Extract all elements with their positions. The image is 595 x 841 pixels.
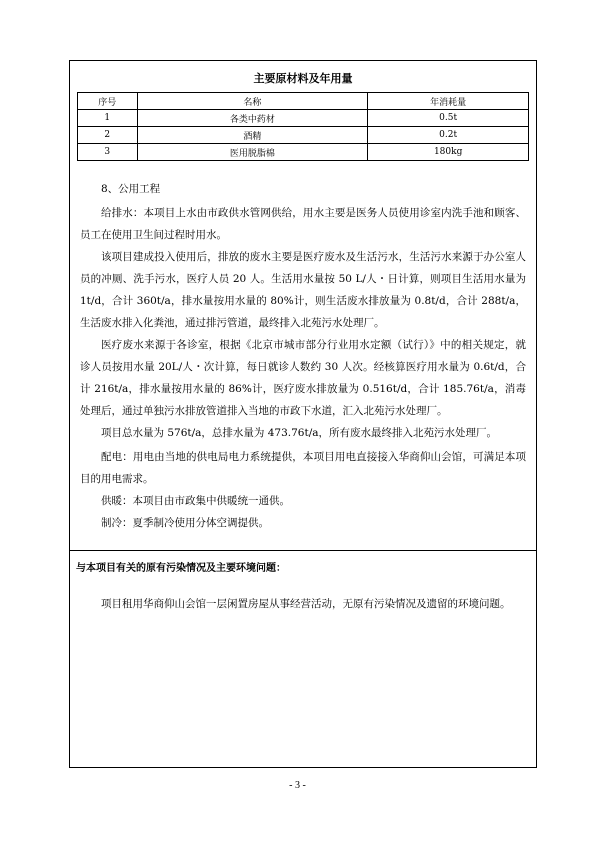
domestic-wastewater-paragraph: 该项目建成投入使用后，排放的废水主要是医疗废水及生活污水，生活污水来源于办公室人员的冲厕、洗手污水，医疗人员 20 人。生活用水量按 50 L/人・日计算，则项目生活用水量为 1t/d，合计 360t/a，排水量按用水量的 80%计，则生活废水排放量为 0.8t/d，合计 288t/a，生活废水排入化粪池，通过排污管道，最终排入北苑污水处理厂。 [80, 251, 526, 329]
table-row [78, 127, 529, 144]
document-frame [69, 60, 537, 768]
power-paragraph: 配电：用电由当地的供电局电力系统提供，本项目用电直接接入华商仰山会馆，可满足本项目的用电需求。 [80, 451, 526, 485]
table-title: 主要原材料及年用量 [253, 72, 353, 85]
materials-table [77, 92, 529, 161]
table-cell: 3 [78, 144, 138, 161]
medical-wastewater-paragraph: 医疗废水来源于各诊室，根据《北京市城市部分行业用水定额（试行）》中的相关规定，就诊人员按用水量 20L/人・次计算，每日就诊人数约 30 人次。经核算医疗用水量为 0.6t/d，合计 216t/a，排水量按用水量的 86%计，医疗废水排放量为 0.516t/d，合计 185.76t/a，消毒处理后，通过单独污水排放管道排入当地的市政下水道，汇入北苑污水处理厂。 [80, 339, 526, 417]
table-row [78, 144, 529, 161]
heating-paragraph: 供暖：本项目由市政集中供暖统一通供。 [101, 495, 290, 507]
utilities-heading: 8、公用工程 [101, 183, 161, 195]
table-cell: 2 [78, 127, 138, 144]
table-cell: 酒精 [137, 127, 368, 144]
table-cell: 各类中药材 [137, 110, 368, 127]
table-cell: 0.5t [368, 110, 529, 127]
table-cell: 医用脱脂棉 [137, 144, 368, 161]
project-info-section [70, 61, 536, 550]
table-row [78, 110, 529, 127]
cooling-paragraph: 制冷：夏季制冷使用分体空调提供。 [101, 517, 269, 529]
page-number: - 3 - [289, 780, 306, 791]
water-supply-paragraph: 给排水：本项目上水由市政供水管网供给，用水主要是医务人员使用诊室内洗手池和顾客、员工在使用卫生间过程时用水。 [80, 207, 526, 241]
table-cell: 180kg [368, 144, 529, 161]
pollution-paragraph: 项目租用华商仰山会馆一层闲置房屋从事经营活动，无原有污染情况及遗留的环境问题。 [101, 598, 511, 610]
table-cell: 1 [78, 110, 138, 127]
table-header-row [78, 93, 529, 110]
table-cell: 0.2t [368, 127, 529, 144]
header-cell: 序号 [78, 93, 138, 110]
total-water-paragraph: 项目总水量为 576t/a，总排水量为 473.76t/a，所有废水最终排入北苑污水处理厂。 [101, 427, 497, 439]
pollution-heading: 与本项目有关的原有污染情况及主要环境问题： [70, 550, 536, 578]
header-cell: 年消耗量 [368, 93, 529, 110]
header-cell: 名称 [137, 93, 368, 110]
